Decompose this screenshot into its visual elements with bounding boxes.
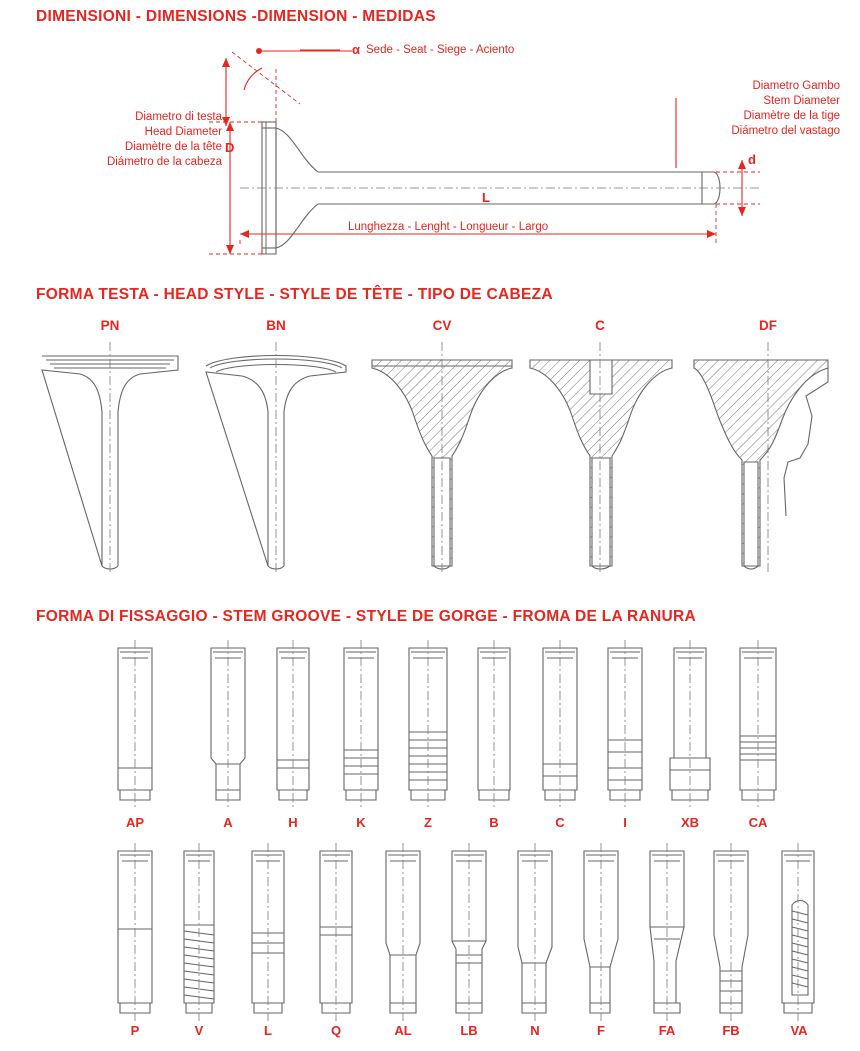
- head-style-label-DF: DF: [759, 318, 777, 333]
- stem-groove-label-VA: VA: [790, 1023, 808, 1038]
- stem-diameter-label-es: Diámetro del vastago: [731, 125, 840, 137]
- stem-groove-label-A: A: [223, 815, 233, 830]
- head-style-CV: [372, 342, 512, 574]
- stem-groove-L: [252, 843, 284, 1021]
- head-diameter-label-en: Head Diameter: [144, 126, 222, 138]
- head-style-DF: [694, 342, 828, 574]
- stem-groove-label-XB: XB: [680, 815, 700, 830]
- stem-diameter-label-en: Stem Diameter: [763, 95, 840, 107]
- stem-groove-XB: [670, 640, 710, 810]
- stem-groove-label-I: I: [623, 815, 627, 830]
- stem-groove-label-N: N: [530, 1023, 540, 1038]
- stem-groove-CA: [740, 640, 776, 810]
- stem-groove-label-H: H: [288, 815, 298, 830]
- head-style-PN: [42, 342, 178, 574]
- head-style-BN: [206, 342, 346, 574]
- stem-groove-label-V: V: [194, 1023, 204, 1038]
- stem-groove-AP: [118, 640, 152, 810]
- stem-groove-label-AP: AP: [125, 815, 145, 830]
- head-diameter-label-fr: Diamètre de la tête: [124, 141, 222, 153]
- stem-groove-P: [118, 843, 152, 1021]
- head-style-drawings: [0, 316, 860, 596]
- marker-L: L: [482, 190, 490, 205]
- head-style-label-BN: BN: [266, 318, 286, 333]
- stem-groove-label-P: P: [130, 1023, 140, 1038]
- stem-diameter-label-fr: Diamètre de la tige: [743, 110, 840, 122]
- stem-groove-AL: [386, 843, 420, 1021]
- stem-groove-label-LB: LB: [460, 1023, 478, 1038]
- stem-groove-FB: [714, 843, 748, 1021]
- stem-groove-label-FB: FB: [722, 1023, 740, 1038]
- stem-groove-F: [584, 843, 618, 1021]
- stem-groove-label-Q: Q: [330, 1023, 342, 1038]
- stem-groove-VA: [782, 843, 814, 1021]
- stem-groove-Q: [320, 843, 352, 1021]
- head-style-label-CV: CV: [432, 318, 452, 333]
- head-diameter-label-it: Diametro di testa: [135, 111, 222, 123]
- marker-D: D: [225, 140, 235, 155]
- stem-groove-label-Z: Z: [424, 815, 432, 830]
- stem-groove-N: [518, 843, 552, 1021]
- head-style-C: [530, 342, 672, 574]
- section-title-head-style: FORMA TESTA - HEAD STYLE - STYLE DE TÊTE - TIPO DE CABEZA: [36, 286, 553, 303]
- seat-angle-symbol: α: [352, 42, 360, 57]
- length-label: Lunghezza - Lenght - Longueur - Largo: [348, 221, 549, 233]
- seat-label: Sede - Seat - Siege - Aciento: [366, 44, 515, 56]
- stem-groove-label-B: B: [489, 815, 499, 830]
- stem-groove-I: [608, 640, 642, 810]
- stem-groove-V: [184, 843, 214, 1021]
- stem-groove-C: [543, 640, 577, 810]
- stem-groove-label-K: K: [356, 815, 366, 830]
- stem-groove-LB: [452, 843, 486, 1021]
- stem-diameter-label-it: Diametro Gambo: [752, 80, 840, 92]
- stem-groove-label-FA: FA: [658, 1023, 676, 1038]
- stem-groove-row2-drawings: [0, 843, 860, 1023]
- stem-groove-H: [277, 640, 309, 810]
- stem-groove-label-CA: CA: [748, 815, 768, 830]
- head-style-label-C: C: [595, 318, 605, 333]
- stem-groove-label-AL: AL: [394, 1023, 412, 1038]
- marker-d: d: [748, 152, 756, 167]
- stem-groove-A: [211, 640, 245, 810]
- head-style-label-PN: PN: [100, 318, 120, 333]
- stem-groove-Z: [409, 640, 447, 810]
- stem-groove-label-L: L: [264, 1023, 272, 1038]
- stem-groove-FA: [650, 843, 684, 1021]
- section-title-dimensions: DIMENSIONI - DIMENSIONS -DIMENSION - MEDIDAS: [36, 8, 436, 25]
- stem-groove-label-F: F: [597, 1023, 605, 1038]
- stem-groove-label-C: C: [555, 815, 565, 830]
- stem-groove-row1-drawings: [0, 640, 860, 820]
- head-diameter-label-es: Diámetro de la cabeza: [106, 156, 222, 168]
- stem-groove-B: [478, 640, 510, 810]
- section-title-stem-groove: FORMA DI FISSAGGIO - STEM GROOVE - STYLE DE GORGE - FROMA DE LA RANURA: [36, 608, 696, 625]
- stem-groove-K: [344, 640, 378, 810]
